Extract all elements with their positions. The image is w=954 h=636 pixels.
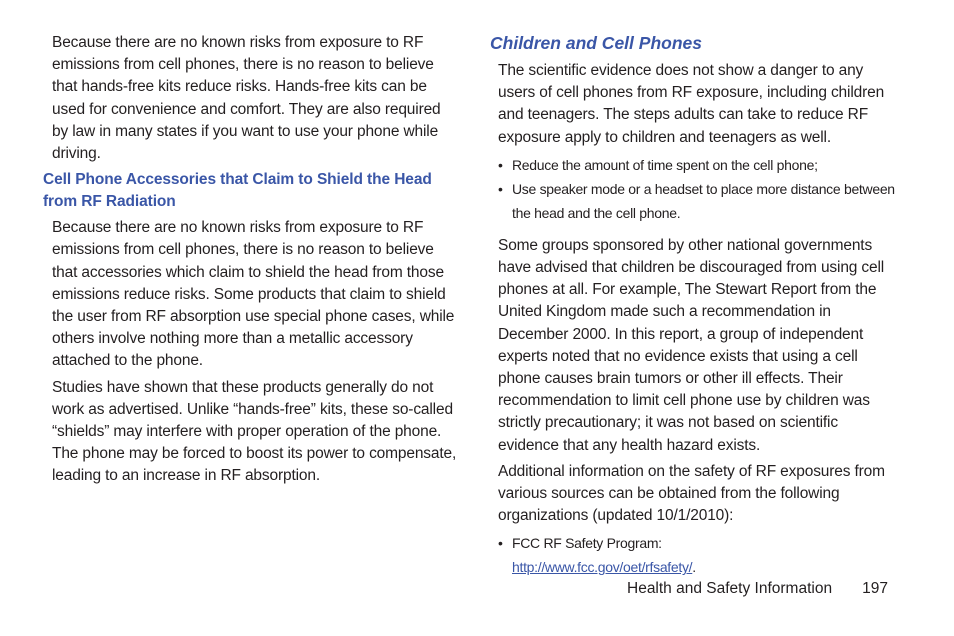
section-heading-shield-accessories: Cell Phone Accessories that Claim to Shield the Head from RF Radiation [43,171,432,211]
bullet-list-steps [498,153,898,225]
list-item [498,177,898,225]
paragraph-stewart-report: Some groups sponsored by other national governments have advised that children be discouraged from using cell phones at all. For example, The Stewart Report from the United Kingdom made such a recommendation in December 2000. In this report, a group of independent experts noted that no evidence exists that using a cell phone causes brain tumors or other ill effects. Their recommendation to limit cell phone use by children was strictly precautionary; it was not based on scientific evidence that any health hazard exists. [498,236,885,454]
fcc-rf-safety-link[interactable]: http://www.fcc.gov/oet/rfsafety/ [512,559,693,576]
link-suffix: . [692,559,696,576]
bullet-icon: • [498,535,503,552]
paragraph-children-evidence: The scientific evidence does not show a danger to any users of cell phones from RF exposure, including children and teenagers. The steps adults can take to reduce RF exposure apply to children and teenagers as well. [498,62,885,146]
bullet-list-resources [498,531,898,579]
page-footer [627,578,888,600]
list-item [498,153,898,177]
left-column [43,32,457,492]
footer-section-title: Health and Safety Information [627,580,833,597]
paragraph-additional-info: Additional information on the safety of RF exposures from various sources can be obtained from the following organizations (updated 10/1/2010): [498,462,885,525]
section-heading-children: Children and Cell Phones [490,33,702,53]
paragraph-hands-free-kits: Because there are no known risks from exposure to RF emissions from cell phones, there is no reason to believe that hands-free kits reduce risks. Hands-free kits can be used for convenience and comfort. They are also required by law in many states if you want to use your phone while driving. [52,34,441,163]
page-number: 197 [862,580,888,597]
bullet-text: Use speaker mode or a headset to place more distance between the head and the cell phone. [512,180,895,221]
bullet-text: Reduce the amount of time spent on the cell phone; [512,156,818,173]
paragraph-studies: Studies have shown that these products generally do not work as advertised. Unlike “hands-free” kits, these so-called “shields” may interfere with proper operation of the phone. The phone may be forced to boost its power to compensate, leading to an increase in RF absorption. [52,378,457,485]
list-item [498,531,898,579]
bullet-icon: • [498,180,503,197]
bullet-icon: • [498,156,503,173]
right-column [490,32,898,583]
fcc-label: FCC RF Safety Program: [512,535,662,552]
paragraph-shield-accessories: Because there are no known risks from exposure to RF emissions from cell phones, there is no reason to believe that accessories which claim to shield the head from those emissions reduce risks. Some products that claim to shield the user from RF absorption use special phone cases, while others involve nothing more than a metallic accessory attached to the phone. [52,219,455,370]
